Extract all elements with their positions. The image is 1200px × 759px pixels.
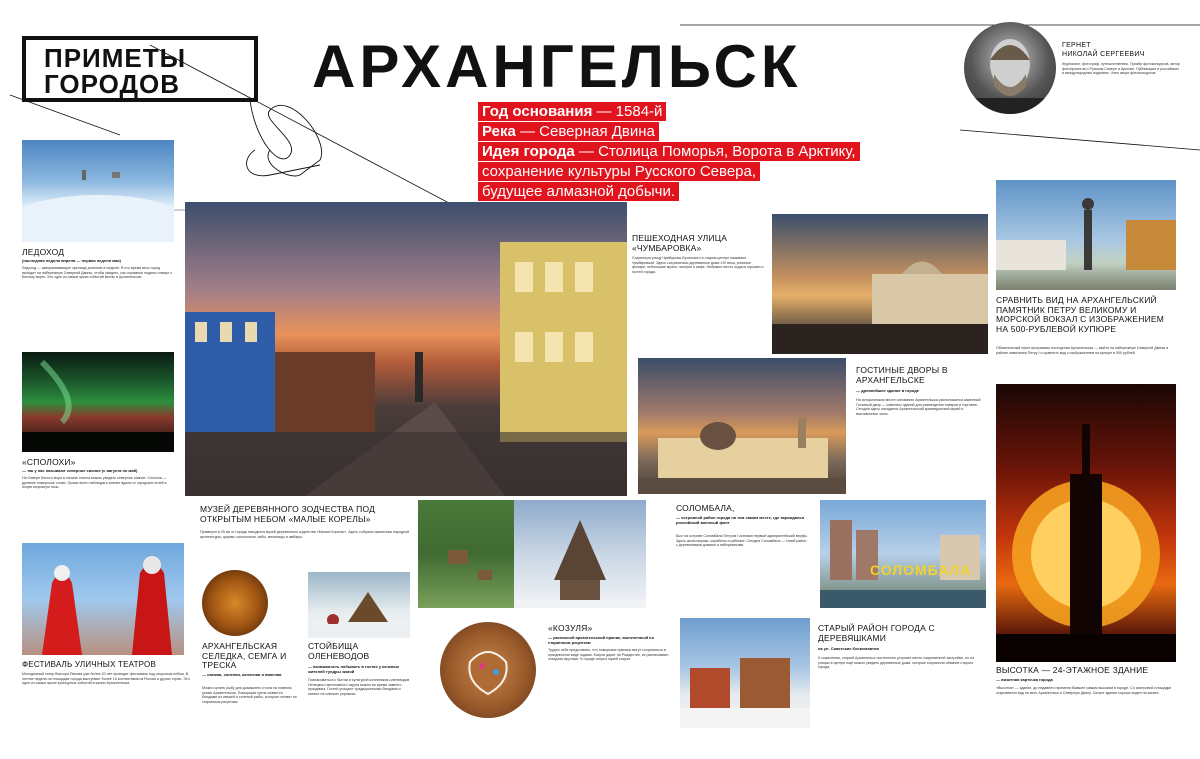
seledka-text: Можно купить рыбу для домашнего стола на главном рынке Архангельска. Поморская кухня славится блюдами из свежей и соленой рыбы, которые готовят по старинным рецептам. xyxy=(202,686,297,704)
gostinye-sub: — древнейшее здание в городе xyxy=(856,388,919,393)
stoibische-title: СТОЙБИЩА ОЛЕНЕВОДОВ xyxy=(308,641,370,661)
vysotka-text: «Высотка» — здание, до недавнего времени бывшее самым высоким в городе. Со смотровой площадки открывается вид на весь Архангельск и Северную Двину. Силуэт здания хорошо виден на закате. xyxy=(996,686,1172,695)
festival-text: Молодежный театр Виктора Панова уже более 20 лет проводит фестиваль под открытым небом. В летние недели на площадях города выступают более 15 коллективов из России и других стран. Это одно из самых ярких культурных событий в жизни Архангельска. xyxy=(22,672,190,686)
fact-idea-line2 xyxy=(478,162,760,181)
fact-idea-value: — Столица Поморья, Ворота в Арктику, xyxy=(574,143,856,160)
gostinye-title: ГОСТИНЫЕ ДВОРЫ В АРХАНГЕЛЬСКЕ xyxy=(856,365,948,385)
malye-korely-text: Примерно в 25 км от города находится музей деревянного зодчества «Малые Корелы». Здесь собраны памятники народной архитектуры: церкви, колокольни, избы, мельницы и амбары. xyxy=(200,530,410,539)
spolokhi-text: На Севере Белого моря в начале сезона можно увидеть северное сияние. Сполохи — древнее поморское слово. Лучше всего наблюдать сияние вдали от городских огней в ясную морозную ночь. xyxy=(22,476,167,490)
festival-title: ФЕСТИВАЛЬ УЛИЧНЫХ ТЕАТРОВ xyxy=(22,660,156,669)
author-photo xyxy=(964,22,1056,114)
chumbarovka-photo xyxy=(185,202,627,496)
kozulya-photo xyxy=(440,622,536,718)
chumbarovka-text: Старинную улицу Чумбарова-Лучинского в старом центре называют Чумбаровкой. Здесь сохранились деревянные дома XIX века, уличные фонари, небольшие музеи, галереи и кафе. Любимое место отдыха горожан и гостей города. xyxy=(632,256,764,274)
stoibische-photo xyxy=(308,572,410,638)
solombala-title: СОЛОМБАЛА, xyxy=(676,503,735,513)
malye-korely-photo-1 xyxy=(418,500,514,608)
chumbarovka-title: ПЕШЕХОДНАЯ УЛИЦА «ЧУМБАРОВКА» xyxy=(632,233,728,253)
logo-line1: ПРИМЕТЫ xyxy=(44,43,187,73)
ledokhod-title: ЛЕДОХОД xyxy=(22,247,65,257)
logo-line2: ГОРОДОВ xyxy=(44,69,181,99)
kozulya-title: «КОЗУЛЯ» xyxy=(548,623,593,633)
fact-founded xyxy=(478,102,666,121)
solombala-sign: СОЛОМБАЛА xyxy=(870,562,972,578)
gostinye-photo xyxy=(638,358,846,494)
ledokhod-photo xyxy=(22,140,174,242)
author-name-2: НИКОЛАЙ СЕРГЕЕВИЧ xyxy=(1062,51,1145,58)
fact-founded-label: Год основания xyxy=(482,103,593,120)
author-bio: Журналист, фотограф, путешественник. Призёр фотоконкурсов, автор фотопроектов о Русском Севере и Арктике. Публикации в российских и международных изданиях. Член жюри фотоконкурсов. xyxy=(1062,62,1180,76)
pamyatnik-title: СРАВНИТЬ ВИД НА АРХАНГЕЛЬСКИЙ ПАМЯТНИК ПЕТРУ ВЕЛИКОМУ И МОРСКОЙ ВОКЗАЛ С ИЗОБРАЖЕНИЕМ НА 500-РУБЛЕВОЙ КУПЮРЕ xyxy=(996,295,1165,334)
festival-photo xyxy=(22,543,184,655)
solombala-sub: — островной район города на том самом месте, где зарождался российский военный флот xyxy=(676,515,805,525)
stary-rayon-text: К сожалению, старый Архангельск постепенно уступает место современной застройке, но на улицах в центре ещё можно увидеть деревянные дома, которые сохранили обаяние старого города. xyxy=(818,656,975,670)
stary-rayon-title: СТАРЫЙ РАЙОН ГОРОДА С ДЕРЕВЯШКАМИ xyxy=(818,623,935,643)
fact-idea xyxy=(478,142,860,161)
malye-korely-photo-2 xyxy=(514,500,646,608)
pamyatnik-photo xyxy=(996,180,1176,290)
fact-idea-line2-text: сохранение культуры Русского Севера, xyxy=(482,163,757,180)
vokzal-photo xyxy=(772,214,988,354)
vysotka-title: ВЫСОТКА — 24-ЭТАЖНОЕ ЗДАНИЕ xyxy=(996,665,1149,675)
malye-korely-title: МУЗЕЙ ДЕРЕВЯННОГО ЗОДЧЕСТВА ПОД ОТКРЫТЫМ НЕБОМ «МАЛЫЕ КОРЕЛЫ» xyxy=(200,504,376,524)
ledokhod-text: Ледоход — завораживающее зрелище длинною в неделю. В это время весь город выходит на набережную Северной Двины, чтобы увидеть, как огромные льдины плывут к Белому морю. Это одно из самых ярких событий весны в Архангельске. xyxy=(22,266,173,280)
solombala-photo xyxy=(820,500,986,608)
fact-river-value: — Северная Двина xyxy=(515,123,655,140)
seledka-photo xyxy=(202,570,268,636)
pamyatnik-text: Обязательный пункт программы посещения Архангельска — выйти на набережную Северной Двины в районе памятника Петру I и сравнить вид с изображением на купюре в 500 рублей. xyxy=(996,346,1169,355)
seledka-title: АРХАНГЕЛЬСКАЯ СЕЛЕДКА, СЕМГА И ТРЕСКА xyxy=(202,641,287,670)
vysotka-sub: — визитная карточка города xyxy=(996,677,1053,682)
spolokhi-sub: — так у нас называют северное сияние (с августа по май) xyxy=(22,468,138,473)
stary-rayon-photo xyxy=(680,618,810,728)
fact-idea-line3 xyxy=(478,182,679,201)
vysotka-photo xyxy=(996,384,1176,662)
ledokhod-sub: (последняя неделя апреля — первая неделя мая) xyxy=(22,258,121,263)
gostinye-text: На историческом месте основания Архангельска расположился каменный Гостиный двор — комплекс зданий для размещения товаров и торговли. Сегодня здесь находится Архангельский краеведческий музей и выставочные залы. xyxy=(856,398,981,416)
fact-idea-line3-text: будущее алмазной добычи. xyxy=(482,183,676,200)
stoibische-sub: — возможность побывать в гостях у кочевых жителей тундры зимой xyxy=(308,664,400,674)
stary-rayon-sub: на ул. Советских Космонавтов xyxy=(818,646,879,651)
city-title: АРХАНГЕЛЬСК xyxy=(312,33,802,100)
spolokhi-title: «СПОЛОХИ» xyxy=(22,457,76,467)
solombala-text: Был на острове Соломбала Петром I основан первый адмиралтейский верфь. Здесь жили моряки, корабелы и рабочие. Сегодня Соломбала — тихий район с деревянными домами и набережными. xyxy=(676,534,808,548)
stoibische-text: Познакомиться с бытом и культурой кочевников-оленеводов Ненецкого автономного округа можно во время зимнего праздника. Гостей угощают традиционными блюдами и катают на оленьих упряжках. xyxy=(308,678,410,696)
fact-founded-value: — 1584-й xyxy=(592,103,663,120)
author-name-1: ГЕРНЕТ xyxy=(1062,42,1091,49)
spolokhi-photo xyxy=(22,352,174,452)
fact-river-label: Река xyxy=(482,123,516,140)
logo xyxy=(22,36,258,102)
fact-idea-label: Идея города xyxy=(482,143,575,160)
fact-river xyxy=(478,122,659,141)
kozulya-sub: — расписной архангельский пряник, выпеченный по старинным рецептам xyxy=(548,635,655,645)
seledka-sub: — свежая, соленая, копченая и вяленая xyxy=(202,672,282,677)
kozulya-text: Трудно себе представить, что поморские пряники могут сохраняться в праздничном виде годами. Козули дарят на Рождество, их расписывают глазурью вручную. В городе открыт музей козули. xyxy=(548,648,669,662)
